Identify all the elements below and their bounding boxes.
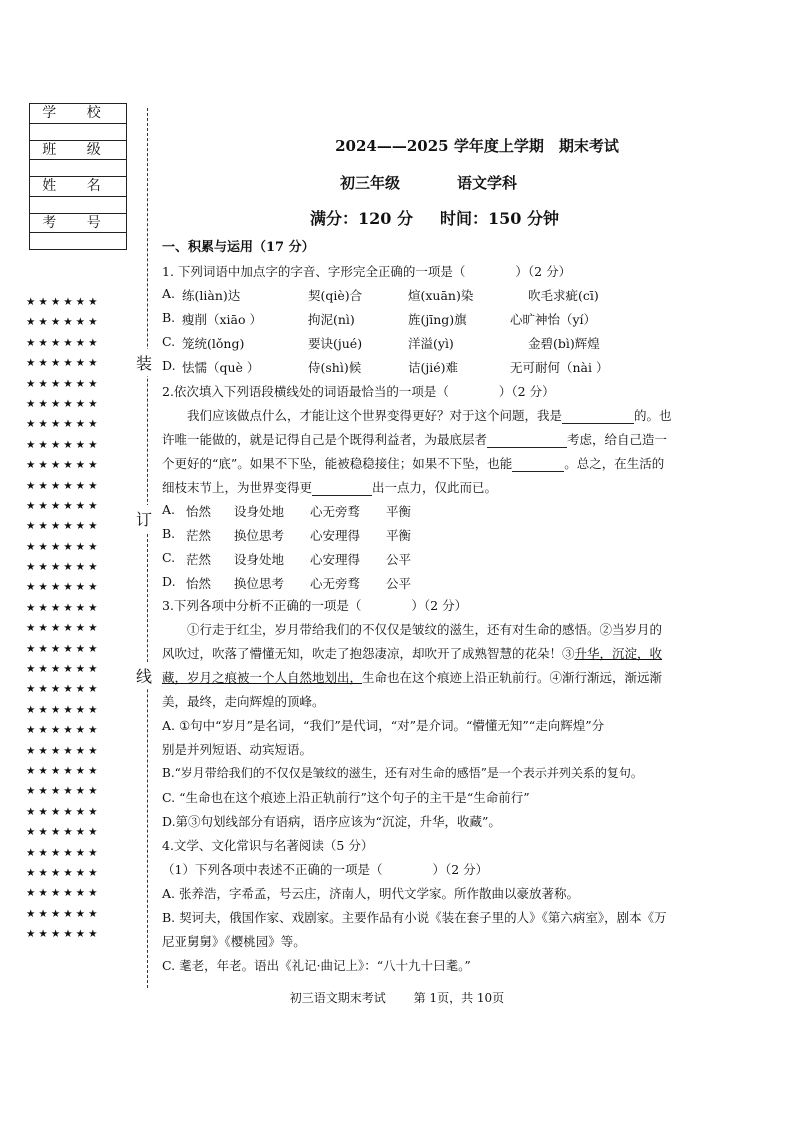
- q3-option-a-line-1[interactable]: A. ①句中“岁月”是名词，“我们”是代词，“对”是介词。“懵懂无知”“走向辉煌”分: [162, 718, 605, 733]
- class-label: 班 级: [30, 140, 127, 160]
- exam-number-label: 考 号: [30, 213, 127, 233]
- underlined-text: 升华，沉淀，收: [574, 646, 663, 661]
- star-row: ★★★★★★: [26, 520, 101, 533]
- star-row: ★★★★★★: [26, 622, 101, 635]
- q3-passage-line-1: ①行走于红尘，岁月带给我们的不仅仅是皱纹的滋生，还有对生命的感悟。②当岁月的: [162, 622, 663, 637]
- star-row: ★★★★★★: [26, 785, 101, 798]
- q3-option-a-line-2: 别是并列短语、动宾短语。: [162, 742, 313, 757]
- star-row: ★★★★★★: [26, 764, 101, 777]
- grade-label: 初三年级: [340, 174, 401, 192]
- star-row: ★★★★★★: [26, 540, 101, 553]
- q3-option-d[interactable]: D.第③句划线部分有语病，语序应该为“沉淀，升华，收藏”。: [162, 814, 501, 829]
- star-column: [26, 292, 126, 945]
- binding-char-zhuang: 装: [136, 349, 152, 376]
- star-row: ★★★★★★: [26, 336, 101, 349]
- star-row: ★★★★★★: [26, 846, 101, 859]
- answer-blank[interactable]: [487, 432, 567, 448]
- exam-number-field[interactable]: [30, 233, 127, 250]
- exam-title: 2024——2025 学年度上学期 期末考试: [335, 137, 619, 155]
- star-row: ★★★★★★: [26, 377, 101, 390]
- q2-passage-line-1: 我们应该做点什么，才能让这个世界变得更好？对于这个问题，我是 的。也: [162, 408, 672, 423]
- star-row: ★★★★★★: [26, 866, 101, 879]
- star-row: ★★★★★★: [26, 642, 101, 655]
- q4-option-b-line-1[interactable]: B. 契诃夫，俄国作家、戏剧家。主要作品有小说《装在套子里的人》《第六病室》，剧本《万: [162, 910, 667, 925]
- full-score: 满分：120 分: [310, 209, 413, 228]
- section-title: 一、积累与运用（17 分）: [162, 240, 315, 255]
- star-row: ★★★★★★: [26, 683, 101, 696]
- q3-passage-line-4: 美，最终，走向辉煌的顶峰。: [162, 694, 325, 709]
- q2-passage-line-3: 个更好的“底”。如果不下坠，能被稳稳接住；如果不下坠，也能 。总之，在生活的: [162, 456, 665, 471]
- class-field[interactable]: [30, 160, 127, 177]
- star-row: ★★★★★★: [26, 397, 101, 410]
- star-row: ★★★★★★: [26, 805, 101, 818]
- footer-page-number: 第 1页，共 10页: [413, 991, 505, 1005]
- star-row: ★★★★★★: [26, 887, 101, 900]
- q1-stem: 1. 下列词语中加点字的字音、字形完全正确的一项是（ ）（2 分）: [162, 264, 572, 279]
- q2-passage-line-4: 细枝末节上，为世界变得更 出一点力，仅此而已。: [162, 480, 498, 495]
- student-info-table: [29, 103, 127, 250]
- school-label: 学 校: [30, 104, 127, 124]
- subject-label: 语文学科: [457, 174, 518, 192]
- q2-passage-line-2: 许唯一能做的，就是记得自己是个既得利益者，为最底层者 考虑，给自己造一: [162, 432, 668, 447]
- star-row: ★★★★★★: [26, 826, 101, 839]
- answer-blank[interactable]: [562, 408, 634, 424]
- footer-exam-name: 初三语文期末考试: [289, 991, 386, 1005]
- answer-blank[interactable]: [312, 480, 372, 496]
- exam-time: 时间：150 分钟: [440, 209, 559, 228]
- underlined-text: 藏，岁月之痕被一个人自然地划出，: [162, 670, 363, 685]
- star-row: ★★★★★★: [26, 418, 101, 431]
- answer-blank[interactable]: [512, 456, 564, 472]
- q4-sub1-stem: （1）下列各项中表述不正确的一项是（ ）（2 分）: [162, 862, 489, 877]
- star-row: ★★★★★★: [26, 663, 101, 676]
- q4-stem: 4.文学、文化常识与名著阅读（5 分）: [162, 838, 374, 853]
- star-row: ★★★★★★: [26, 479, 101, 492]
- star-row: ★★★★★★: [26, 724, 101, 737]
- name-label: 姓 名: [30, 177, 127, 197]
- q4-option-c[interactable]: C. 耄老，年老。语出《礼记·曲记上》：“八十九十曰耄。”: [162, 958, 471, 973]
- binding-char-ding: 订: [136, 505, 152, 532]
- star-row: ★★★★★★: [26, 459, 101, 472]
- binding-dashed-line: [147, 108, 148, 988]
- star-row: ★★★★★★: [26, 316, 101, 329]
- name-field[interactable]: [30, 196, 127, 213]
- q3-option-b[interactable]: B.“岁月带给我们的不仅仅是皱纹的滋生，还有对生命的感悟”是一个表示并列关系的复句。: [162, 766, 643, 780]
- star-row: ★★★★★★: [26, 907, 101, 920]
- star-row: ★★★★★★: [26, 561, 101, 574]
- q2-stem: 2.依次填入下列语段横线处的词语最恰当的一项是（ ）（2 分）: [162, 384, 555, 399]
- q3-passage-line-2: 风吹过，吹落了懵懂无知，吹走了抱怨凄凉，却吹开了成熟智慧的花朵！③升华，沉淀，收: [162, 646, 663, 661]
- star-row: ★★★★★★: [26, 928, 101, 941]
- page-footer: [0, 989, 794, 1006]
- star-row: ★★★★★★: [26, 601, 101, 614]
- q4-option-b-line-2: 尼亚舅舅》《樱桃园》等。: [162, 934, 306, 949]
- star-row: ★★★★★★: [26, 499, 101, 512]
- q4-option-a[interactable]: A. 张养浩，字希孟，号云庄，济南人，明代文学家。所作散曲以豪放著称。: [162, 886, 579, 901]
- star-row: ★★★★★★: [26, 296, 101, 308]
- star-row: ★★★★★★: [26, 438, 101, 451]
- q3-stem: 3.下列各项中分析不正确的一项是（ ）（2 分）: [162, 598, 468, 613]
- star-row: ★★★★★★: [26, 744, 101, 757]
- star-row: ★★★★★★: [26, 581, 101, 594]
- q3-passage-line-3: 藏，岁月之痕被一个人自然地划出，生命也在这个痕迹上沿正轨前行。④渐行渐远，渐远渐: [162, 670, 663, 685]
- star-row: ★★★★★★: [26, 357, 101, 370]
- star-row: ★★★★★★: [26, 703, 101, 716]
- binding-char-xian: 线: [136, 662, 152, 689]
- q3-option-c[interactable]: C. “生命也在这个痕迹上沿正轨前行”这个句子的主干是“生命前行”: [162, 790, 530, 805]
